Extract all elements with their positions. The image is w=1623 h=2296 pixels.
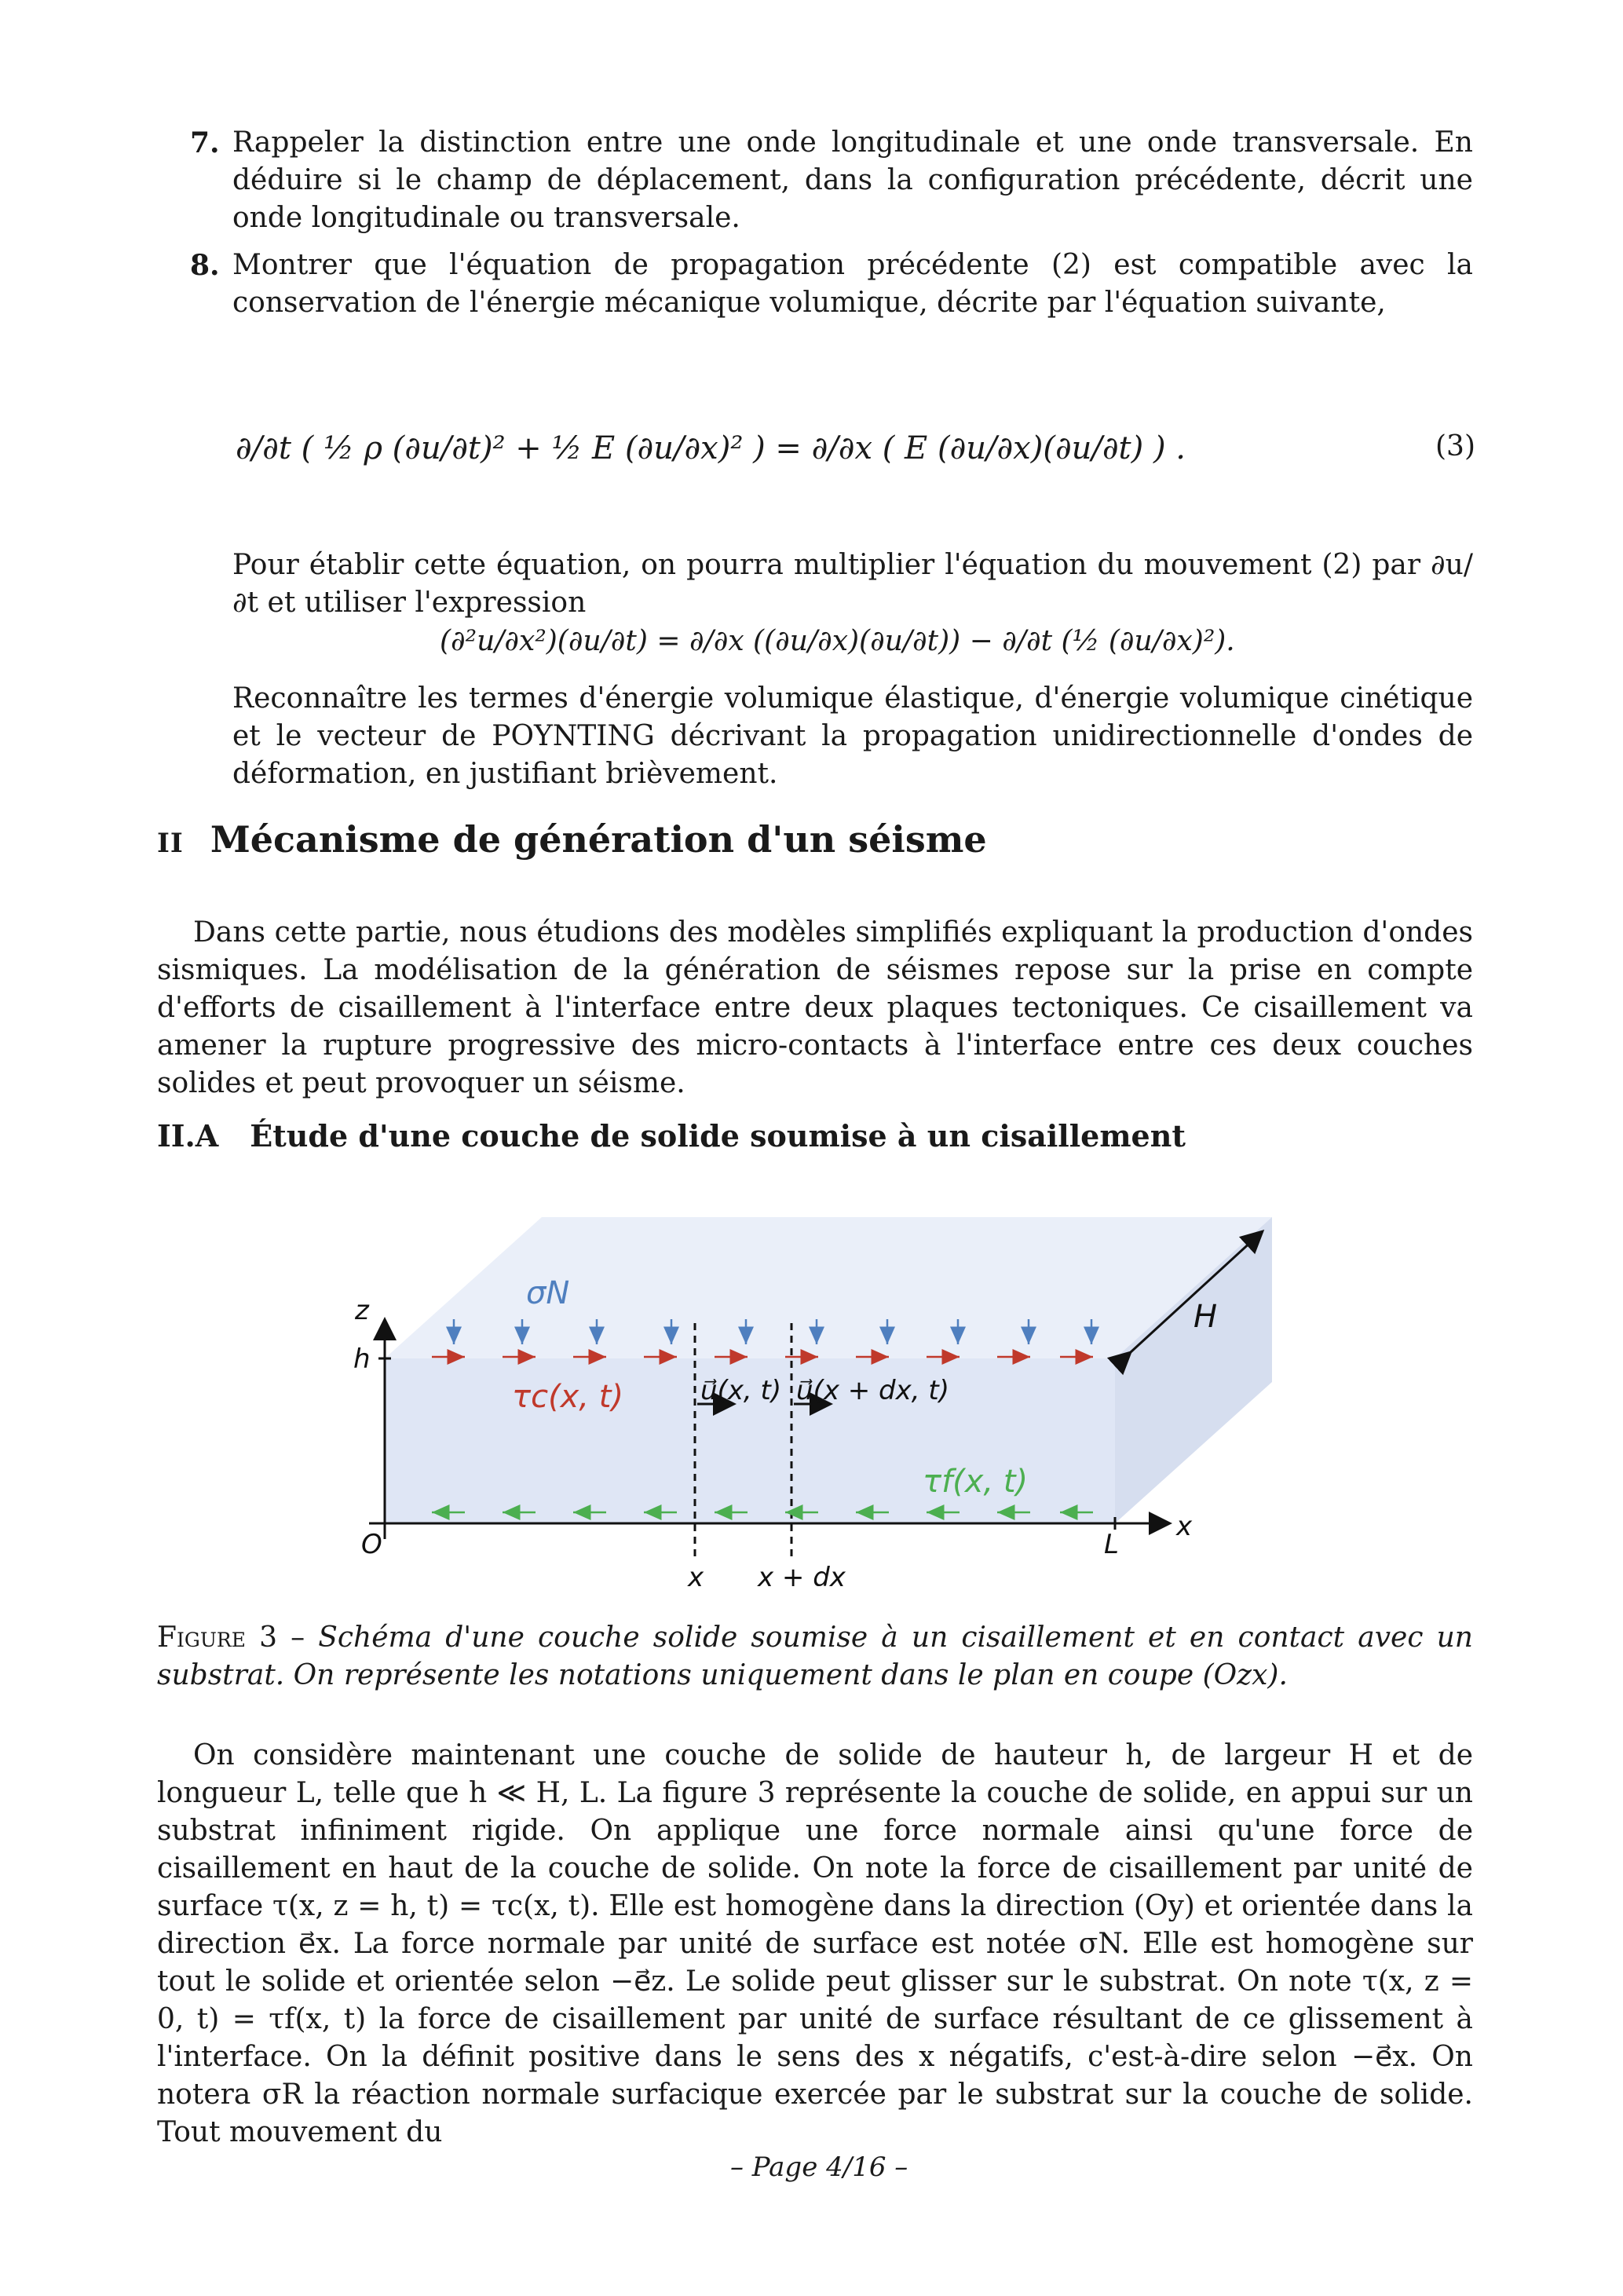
question-7-text: Rappeler la distinction entre une onde longitudinale et une onde transversale. En déduire si le champ de déplacement, dans la configuration précédente, décrit une onde longitudinale ou transversale. — [232, 126, 1473, 234]
section-heading — [157, 818, 987, 861]
subsection-number: II.A — [157, 1118, 219, 1153]
section-intro: Dans cette partie, nous étudions des modèles simplifiés expliquant la production d'ondes sismiques. La modélisation de la génération de séismes repose sur la prise en compte d'efforts de cisaillement à l'interface entre deux plaques tectoniques. Ce cisaillement va amener la rupture progressive des micro-contacts à l'interface entre ces deux couches solides et peut provoquer un séisme. — [157, 916, 1473, 1099]
figure-3 — [338, 1201, 1296, 1610]
subsection-title: Étude d'une couche de solide soumise à un cisaillement — [250, 1118, 1186, 1153]
hint-expression: (∂²u/∂x²)(∂u/∂t) = ∂/∂x ((∂u/∂x)(∂u/∂t)) − ∂/∂t (½ (∂u/∂x)²). — [440, 625, 1235, 657]
page-footer: – Page 4/16 – — [730, 2152, 908, 2183]
figure-3-caption-label: Figure 3 – — [157, 1621, 305, 1654]
question-7-number: 7. — [190, 126, 220, 159]
xdx-tick-label: x + dx — [758, 1562, 846, 1593]
u-x-label: u⃗(x, t) — [700, 1375, 782, 1406]
tau-c-label: τc(x, t) — [512, 1379, 624, 1415]
z-axis-label: z — [355, 1295, 369, 1326]
tau-f-label: τf(x, t) — [923, 1464, 1029, 1500]
x-axis-label: x — [1176, 1511, 1193, 1542]
hint-line-2: Reconnaître les termes d'énergie volumique élastique, d'énergie volumique cinétique et le vecteur de POYNTING décrivant la propagation unidirectionnelle d'ondes de déformation, en justifiant brièvement. — [232, 682, 1473, 790]
equation-3: ∂/∂t ( ½ ρ (∂u/∂t)² + ½ E (∂u/∂x)² ) = ∂/∂x ( E (∂u/∂x)(∂u/∂t) ) . — [236, 430, 1186, 466]
equation-3-number: (3) — [1435, 430, 1475, 462]
section-title: Mécanisme de génération d'un séisme — [210, 818, 987, 861]
L-label: L — [1104, 1529, 1119, 1560]
origin-label: O — [361, 1529, 382, 1560]
figure-3-caption — [157, 1619, 1473, 1695]
question-8-number: 8. — [190, 249, 220, 282]
sigma-n-label: σN — [526, 1275, 570, 1311]
H-label: H — [1193, 1299, 1218, 1335]
question-8-text: Montrer que l'équation de propagation précédente (2) est compatible avec la conservation de l'énergie mécanique volumique, décrite par l'équation suivante, — [232, 249, 1473, 319]
hint-line-1: Pour établir cette équation, on pourra multiplier l'équation du mouvement (2) par ∂u/∂t et utiliser l'expression — [232, 549, 1473, 619]
section-number: II — [157, 828, 184, 859]
u-xdx-label: u⃗(x + dx, t) — [796, 1375, 949, 1406]
h-label: h — [353, 1344, 371, 1375]
figure-3-caption-text: Schéma d'une couche solide soumise à un cisaillement et en contact avec un substrat. On représente les notations uniquement dans le plan en coupe (Ozx). — [157, 1621, 1473, 1691]
x-tick-label: x — [688, 1562, 704, 1593]
subsection-heading — [157, 1118, 1186, 1153]
body-text: On considère maintenant une couche de solide de hauteur h, de largeur H et de longueur L, telle que h ≪ H, L. La figure 3 représente la couche de solide, en appui sur un substrat infiniment rigide. On applique une force normale ainsi qu'une force de cisaillement en haut de la couche de solide. On note la force de cisaillement par unité de surface τ(x, z = h, t) = τc(x, t). Elle est homogène dans la direction (Oy) et orientée dans la direction e⃗x. La force normale par unité de surface est notée σN. Elle est homogène sur tout le solide et orientée selon −e⃗z. Le solide peut glisser sur le substrat. On note τ(x, z = 0, t) = τf(x, t) la force de cisaillement par unité de surface résultant de ce glissement à l'interface. On la définit positive dans le sens des x négatifs, c'est-à-dire selon −e⃗x. On notera σR la réaction normale surfacique exercée par le substrat sur la couche de solide. Tout mouvement du — [157, 1739, 1473, 2148]
